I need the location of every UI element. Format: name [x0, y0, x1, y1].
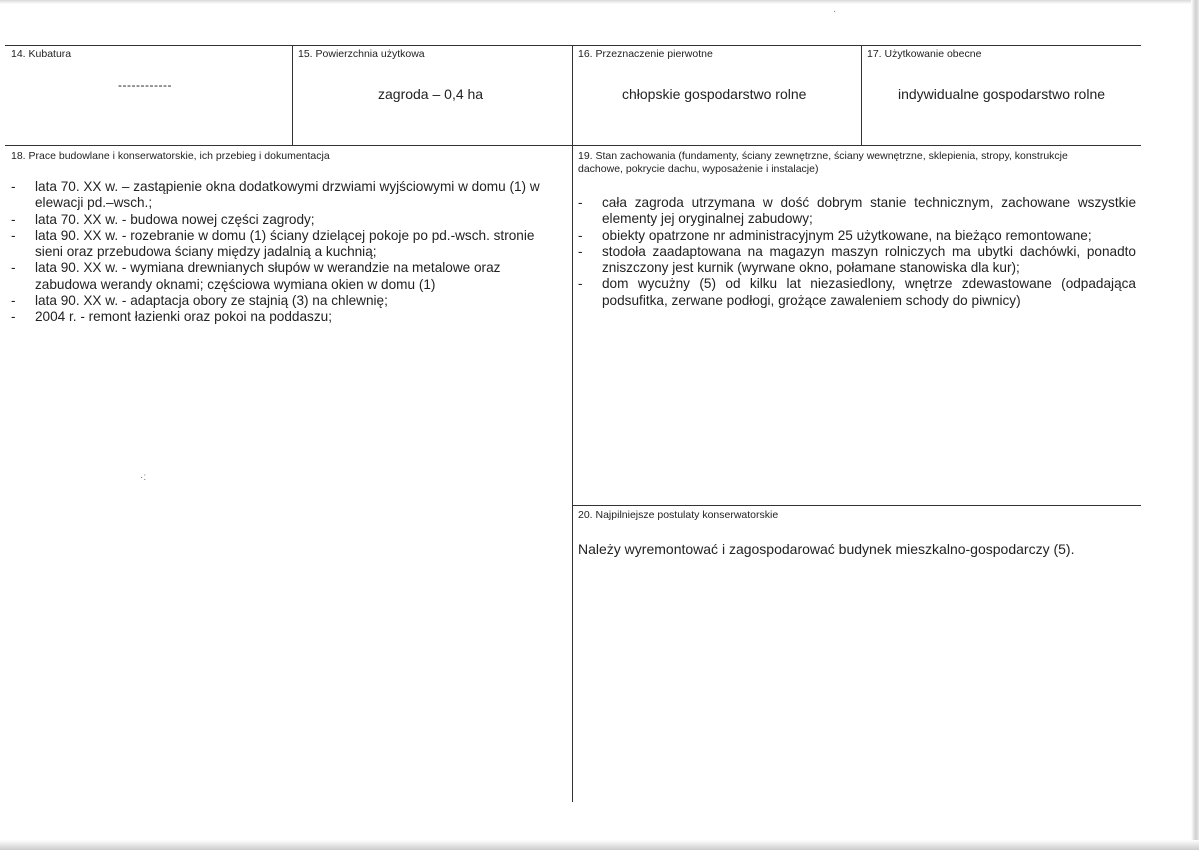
field-17-label: 17. Użytkowanie obecne [867, 48, 982, 60]
divider-19-20 [572, 505, 1141, 506]
divider-14-15 [292, 45, 293, 146]
list-item: - stodoła zaadaptowana na magazyn maszyn rolniczych ma ubytki dachówki, ponadto zniszczony jest kurnik (wyrwane okno, połamane stanowiska dla kur); [578, 243, 1136, 276]
field-19-label: 19. Stan zachowania (fundamenty, ściany zewnętrzne, ściany wewnętrzne, sklepienia, stropy, konstrukcje dachowe, pokrycie dachu, wyposażenie i instalacje) [578, 150, 1068, 175]
list-item: - dom wycużny (5) od kilku lat niezasiedlony, wnętrze zdewastowane (odpadająca podsufitka, zerwane podłogi, grożące zawaleniem schody do piwnicy) [578, 276, 1136, 308]
list-item: - lata 90. XX w. - wymiana drewnianych słupów w werandzie na metalowe oraz zabudowa werandy oknami; częściowa wymiana okien w domu (1) [11, 260, 501, 292]
table-top-border [5, 45, 1141, 46]
field-20-text: Należy wyremontować i zagospodarować budynek mieszkalno-gospodarczy (5). [578, 541, 1075, 557]
list-item: - lata 70. XX w. – zastąpienie okna dodatkowymi drzwiami wyjściowymi w domu (1) w elewacji pd.–wsch.; [11, 179, 540, 211]
list-item: - lata 90. XX w. - adaptacja obory ze stajnią (3) na chlewnię; [11, 293, 388, 309]
field-18-list [11, 179, 551, 326]
field-14-value: ------------ [118, 78, 172, 92]
divider-15-16 [572, 45, 573, 802]
scan-edge-right [1191, 0, 1199, 850]
field-14-label: 14. Kubatura [11, 48, 72, 60]
field-15-value: zagroda – 0,4 ha [378, 86, 484, 102]
scan-edge-top [0, 0, 1199, 4]
divider-16-17 [861, 45, 862, 146]
field-16-value: chłopskie gospodarstwo rolne [622, 86, 807, 102]
field-15-label: 15. Powierzchnia użytkowa [298, 48, 425, 60]
field-17-value: indywidualne gospodarstwo rolne [898, 86, 1106, 102]
field-20-label: 20. Najpilniejsze postulaty konserwatorskie [578, 509, 779, 521]
list-item: - cała zagroda utrzymana w dość dobrym stanie technicznym, zachowane wszystkie elementy jej oryginalnej zabudowy; [578, 195, 1136, 227]
scan-speck: · [833, 6, 837, 17]
list-item: - 2004 r. - remont łazienki oraz pokoi na poddaszu; [11, 309, 332, 325]
field-18-label: 18. Prace budowlane i konserwatorskie, ich przebieg i dokumentacja [11, 150, 330, 162]
field-19-list [578, 195, 1136, 309]
list-item: - lata 90. XX w. - rozebranie w domu (1) ściany dzielącej pokoje po pd.-wsch. stronie sieni oraz przebudowa ściany między jadalnią a kuchnią; [11, 227, 535, 260]
field-16-label: 16. Przeznaczenie pierwotne [578, 48, 713, 60]
row-divider [5, 145, 1141, 146]
scan-speck: ·: [140, 472, 147, 483]
list-item: - lata 70. XX w. - budowa nowej części zagrody; [11, 211, 315, 227]
scan-edge-bottom [0, 840, 1199, 850]
list-item: - obiekty opatrzone nr administracyjnym 25 użytkowane, na bieżąco remontowane; [578, 227, 1092, 243]
